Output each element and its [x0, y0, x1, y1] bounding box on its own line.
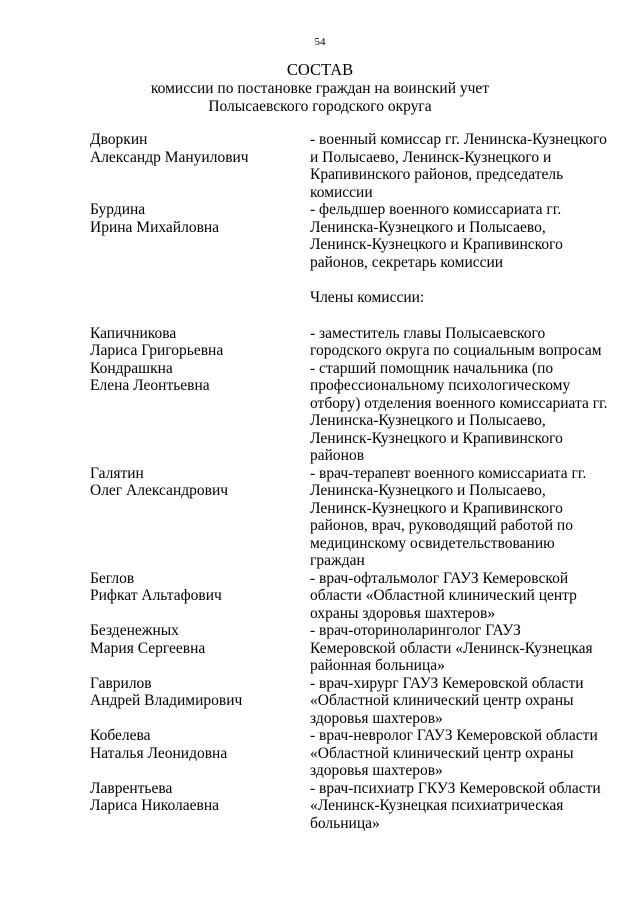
- commission-entry-member: [90, 622, 610, 675]
- person-role: - врач-хирург ГАУЗ Кемеровской области «Областной клинический центр охраны здоровья шахтеров»: [310, 674, 584, 727]
- person-name: [90, 675, 310, 728]
- page-number: 54: [314, 36, 326, 48]
- person-role: - военный комиссар гг. Ленинска-Кузнецкого и Полысаево, Ленинск-Кузнецкого и Крапивинского районов, председатель комиссии: [310, 131, 607, 201]
- commission-list: [90, 131, 610, 832]
- person-role: - фельдшер военного комиссариата гг. Ленинска-Кузнецкого и Полысаево, Ленинск-Кузнецкого и Крапивинского районов, секретарь комиссии: [310, 201, 563, 271]
- person-given-name: Александр Мануилович: [90, 148, 249, 166]
- commission-entry-member: [90, 675, 610, 728]
- person-role: - врач-терапевт военного комиссариата гг. Ленинска-Кузнецкого и Полысаево, Ленинск-Кузнецкого и Крапивинского районов, врач, руководящий работой по медицинскому освидетельствованию граждан: [310, 464, 587, 569]
- document-subtitle: комиссии по постановке граждан на воинский учет Полысаевского городского округа: [150, 80, 490, 115]
- members-heading: Члены комиссии:: [310, 289, 425, 306]
- person-surname: Капичникова: [90, 324, 177, 342]
- person-name: [90, 465, 310, 570]
- person-role: - врач-офтальмолог ГАУЗ Кемеровской области «Областной клинический центр охраны здоровья шахтеров»: [310, 569, 577, 622]
- person-role: - заместитель главы Полысаевского городского округа по социальным вопросам: [310, 324, 602, 359]
- person-surname: Кондрашкна: [90, 359, 173, 377]
- person-given-name: Андрей Владимирович: [90, 692, 243, 709]
- person-role: - старший помощник начальника (по профессиональному психологическому отбору) отделения военного комиссариата гг. Ленинска-Кузнецкого и Полысаево, Ленинск-Кузнецкого и Крапивинского районов: [310, 359, 608, 464]
- person-role: - врач-оториноларинголог ГАУЗ Кемеровской области «Ленинск-Кузнецкая районная больница»: [310, 622, 593, 674]
- person-name: [90, 201, 310, 271]
- person-role: - врач-невролог ГАУЗ Кемеровской области «Областной клинический центр охраны здоровья шахтеров»: [310, 727, 598, 779]
- person-given-name: Наталья Леонидовна: [90, 744, 228, 762]
- person-surname: Беглов: [90, 569, 135, 587]
- commission-entry-member: [90, 727, 610, 780]
- commission-entry-member: [90, 325, 610, 360]
- person-surname: Гаврилов: [90, 674, 152, 692]
- person-given-name: Елена Леонтьевна: [90, 377, 210, 394]
- person-given-name: Ирина Михайловна: [90, 218, 220, 236]
- commission-entry-member: [90, 465, 610, 570]
- person-name: [90, 325, 310, 360]
- person-given-name: Мария Сергеевна: [90, 639, 206, 657]
- person-name: [90, 780, 310, 833]
- person-surname: Лаврентьева: [90, 779, 173, 797]
- person-given-name: Олег Александрович: [90, 482, 229, 499]
- person-name: [90, 360, 310, 465]
- person-name: [90, 727, 310, 780]
- person-name: [90, 622, 310, 675]
- person-name: [90, 570, 310, 623]
- person-given-name: Рифкат Альтафович: [90, 587, 222, 604]
- person-role: - врач-психиатр ГКУЗ Кемеровской области «Ленинск-Кузнецкая психиатрическая больница»: [310, 779, 601, 832]
- commission-entry-member: [90, 360, 610, 465]
- person-given-name: Лариса Григорьевна: [90, 342, 224, 359]
- person-given-name: Лариса Николаевна: [90, 797, 220, 814]
- person-name: [90, 131, 310, 201]
- commission-entry-member: [90, 570, 610, 623]
- document-title: СОСТАВ: [286, 60, 354, 79]
- person-surname: Кобелева: [90, 727, 151, 744]
- commission-entry-member: [90, 780, 610, 833]
- commission-entry-chairman: [90, 131, 610, 201]
- person-surname: Галятин: [90, 464, 144, 482]
- person-surname: Дворкин: [90, 131, 148, 148]
- person-surname: Безденежных: [90, 622, 179, 639]
- person-surname: Бурдина: [90, 201, 146, 218]
- commission-entry-secretary: [90, 201, 610, 271]
